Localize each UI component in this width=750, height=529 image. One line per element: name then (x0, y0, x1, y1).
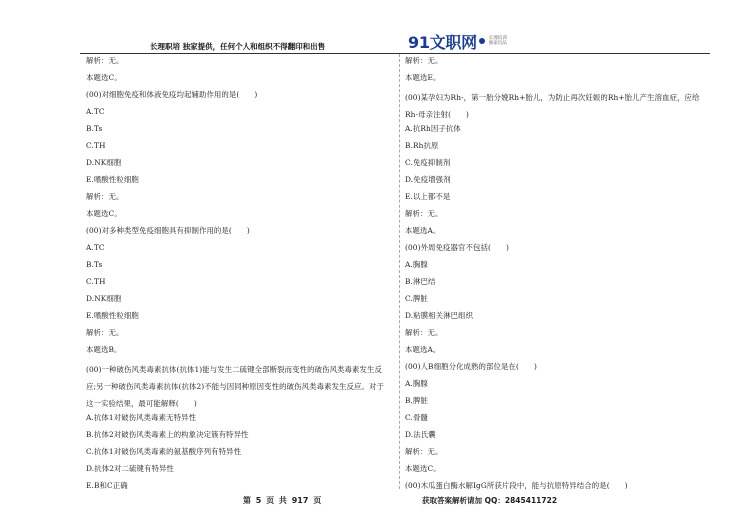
answer-option: D.免疫增强剂 (405, 175, 451, 184)
answer-option: B.Rh抗原 (405, 141, 439, 150)
answer-option: D.粘膜相关淋巴组织 (405, 311, 474, 320)
answer-option: D.NK细胞 (86, 294, 122, 303)
logo-tagline-line-2: 独家出品 (488, 41, 507, 46)
left-line: 本题选C。 (86, 73, 122, 82)
question-stem: (00)外周免疫器官不包括( ) (405, 243, 509, 252)
question-stem: (00)对细胞免疫和体液免疫均起辅助作用的是( ) (86, 90, 258, 99)
question-stem: (00)某孕妇为Rh-，第一胎分娩Rh+胎儿，为防止再次妊娠的Rh+胎儿产生溶血症，应给Rh-母亲注射( ) (405, 93, 700, 119)
contact-note: 获取答案解析请加 QQ：2845411722 (422, 496, 558, 505)
answer-option: B.脾脏 (405, 396, 428, 405)
answer-key: 本题选C。 (405, 464, 441, 473)
answer-option: B.Ts (86, 124, 103, 133)
answer-key: 本题选E。 (405, 73, 441, 82)
left-line: 解析：无。 (86, 56, 124, 65)
page-number: 第 5 页 共 917 页 (243, 496, 322, 505)
answer-key: 本题选B。 (86, 345, 122, 354)
column-divider (399, 54, 400, 489)
explanation: 解析：无。 (405, 209, 443, 218)
answer-option: C.TH (86, 141, 106, 150)
explanation: 解析：无。 (405, 447, 443, 456)
answer-option: A.胸腺 (405, 260, 428, 269)
answer-option: B.淋巴结 (405, 277, 436, 286)
answer-option: C.脾脏 (405, 294, 428, 303)
answer-option: E.嗜酸性粒细胞 (86, 175, 139, 184)
answer-option: E.以上都不是 (405, 192, 451, 201)
answer-option: B.抗体2对破伤风类毒素上的构象决定簇有特异性 (86, 430, 249, 439)
answer-option: A.TC (86, 107, 105, 116)
answer-option: D.法氏囊 (405, 430, 436, 439)
answer-option: E.B和C正确 (86, 481, 128, 490)
question-stem: (00)一种破伤风类毒素抗体(抗体1)能与发生二硫键全部断裂而变性的破伤风类毒素发生反应;另一种破伤风类毒素抗体(抗体2)不能与因同种原因变性的破伤风类毒素发生反应。对于这一实验结果，最可能解释( ) (86, 365, 385, 408)
question-stem: (00)对多种类型免疫细胞具有抑制作用的是( ) (86, 226, 250, 235)
logo-tagline (489, 36, 507, 47)
answer-option: D.NK细胞 (86, 158, 122, 167)
question-stem: (00)人B细胞分化成熟的部位是在( ) (405, 362, 537, 371)
answer-key: 本题选C。 (86, 209, 122, 218)
logo-dot-icon (479, 38, 485, 44)
left-column (86, 55, 391, 497)
answer-option: C.免疫抑制剂 (405, 158, 451, 167)
right-column (405, 55, 705, 497)
answer-key: 本题选A。 (405, 345, 441, 354)
site-logo (408, 29, 507, 53)
header-rule (80, 53, 710, 54)
answer-option: C.TH (86, 277, 106, 286)
explanation: 解析：无。 (405, 56, 443, 65)
answer-option: A.抗体1对破伤风类毒素无特异性 (86, 413, 197, 422)
answer-key: 本题选A。 (405, 226, 441, 235)
explanation: 解析：无。 (405, 328, 443, 337)
answer-option: C.骨髓 (405, 413, 428, 422)
answer-option: D.抗体2对二硫键有特异性 (86, 464, 174, 473)
logo-tagline-line-1: 长理培训 (488, 35, 507, 41)
answer-option: A.胸腺 (405, 379, 428, 388)
header-copyright-note: 长理职培 独家提供，任何个人和组织不得翻印和出售 (150, 42, 326, 51)
answer-option: C.抗体1对破伤风类毒素的氨基酸序列有特异性 (86, 447, 242, 456)
explanation: 解析：无。 (86, 192, 124, 201)
explanation: 解析：无。 (86, 328, 124, 337)
logo-text: 91文职网 (408, 32, 477, 52)
answer-option: E.嗜酸性粒细胞 (86, 311, 139, 320)
question-stem: (00)木瓜蛋白酶水解IgG所获片段中，能与抗原特异结合的是( ) (405, 481, 628, 490)
answer-option: B.Ts (86, 260, 103, 269)
answer-option: A.抗Rh因子抗体 (405, 124, 461, 133)
answer-option: A.TC (86, 243, 105, 252)
